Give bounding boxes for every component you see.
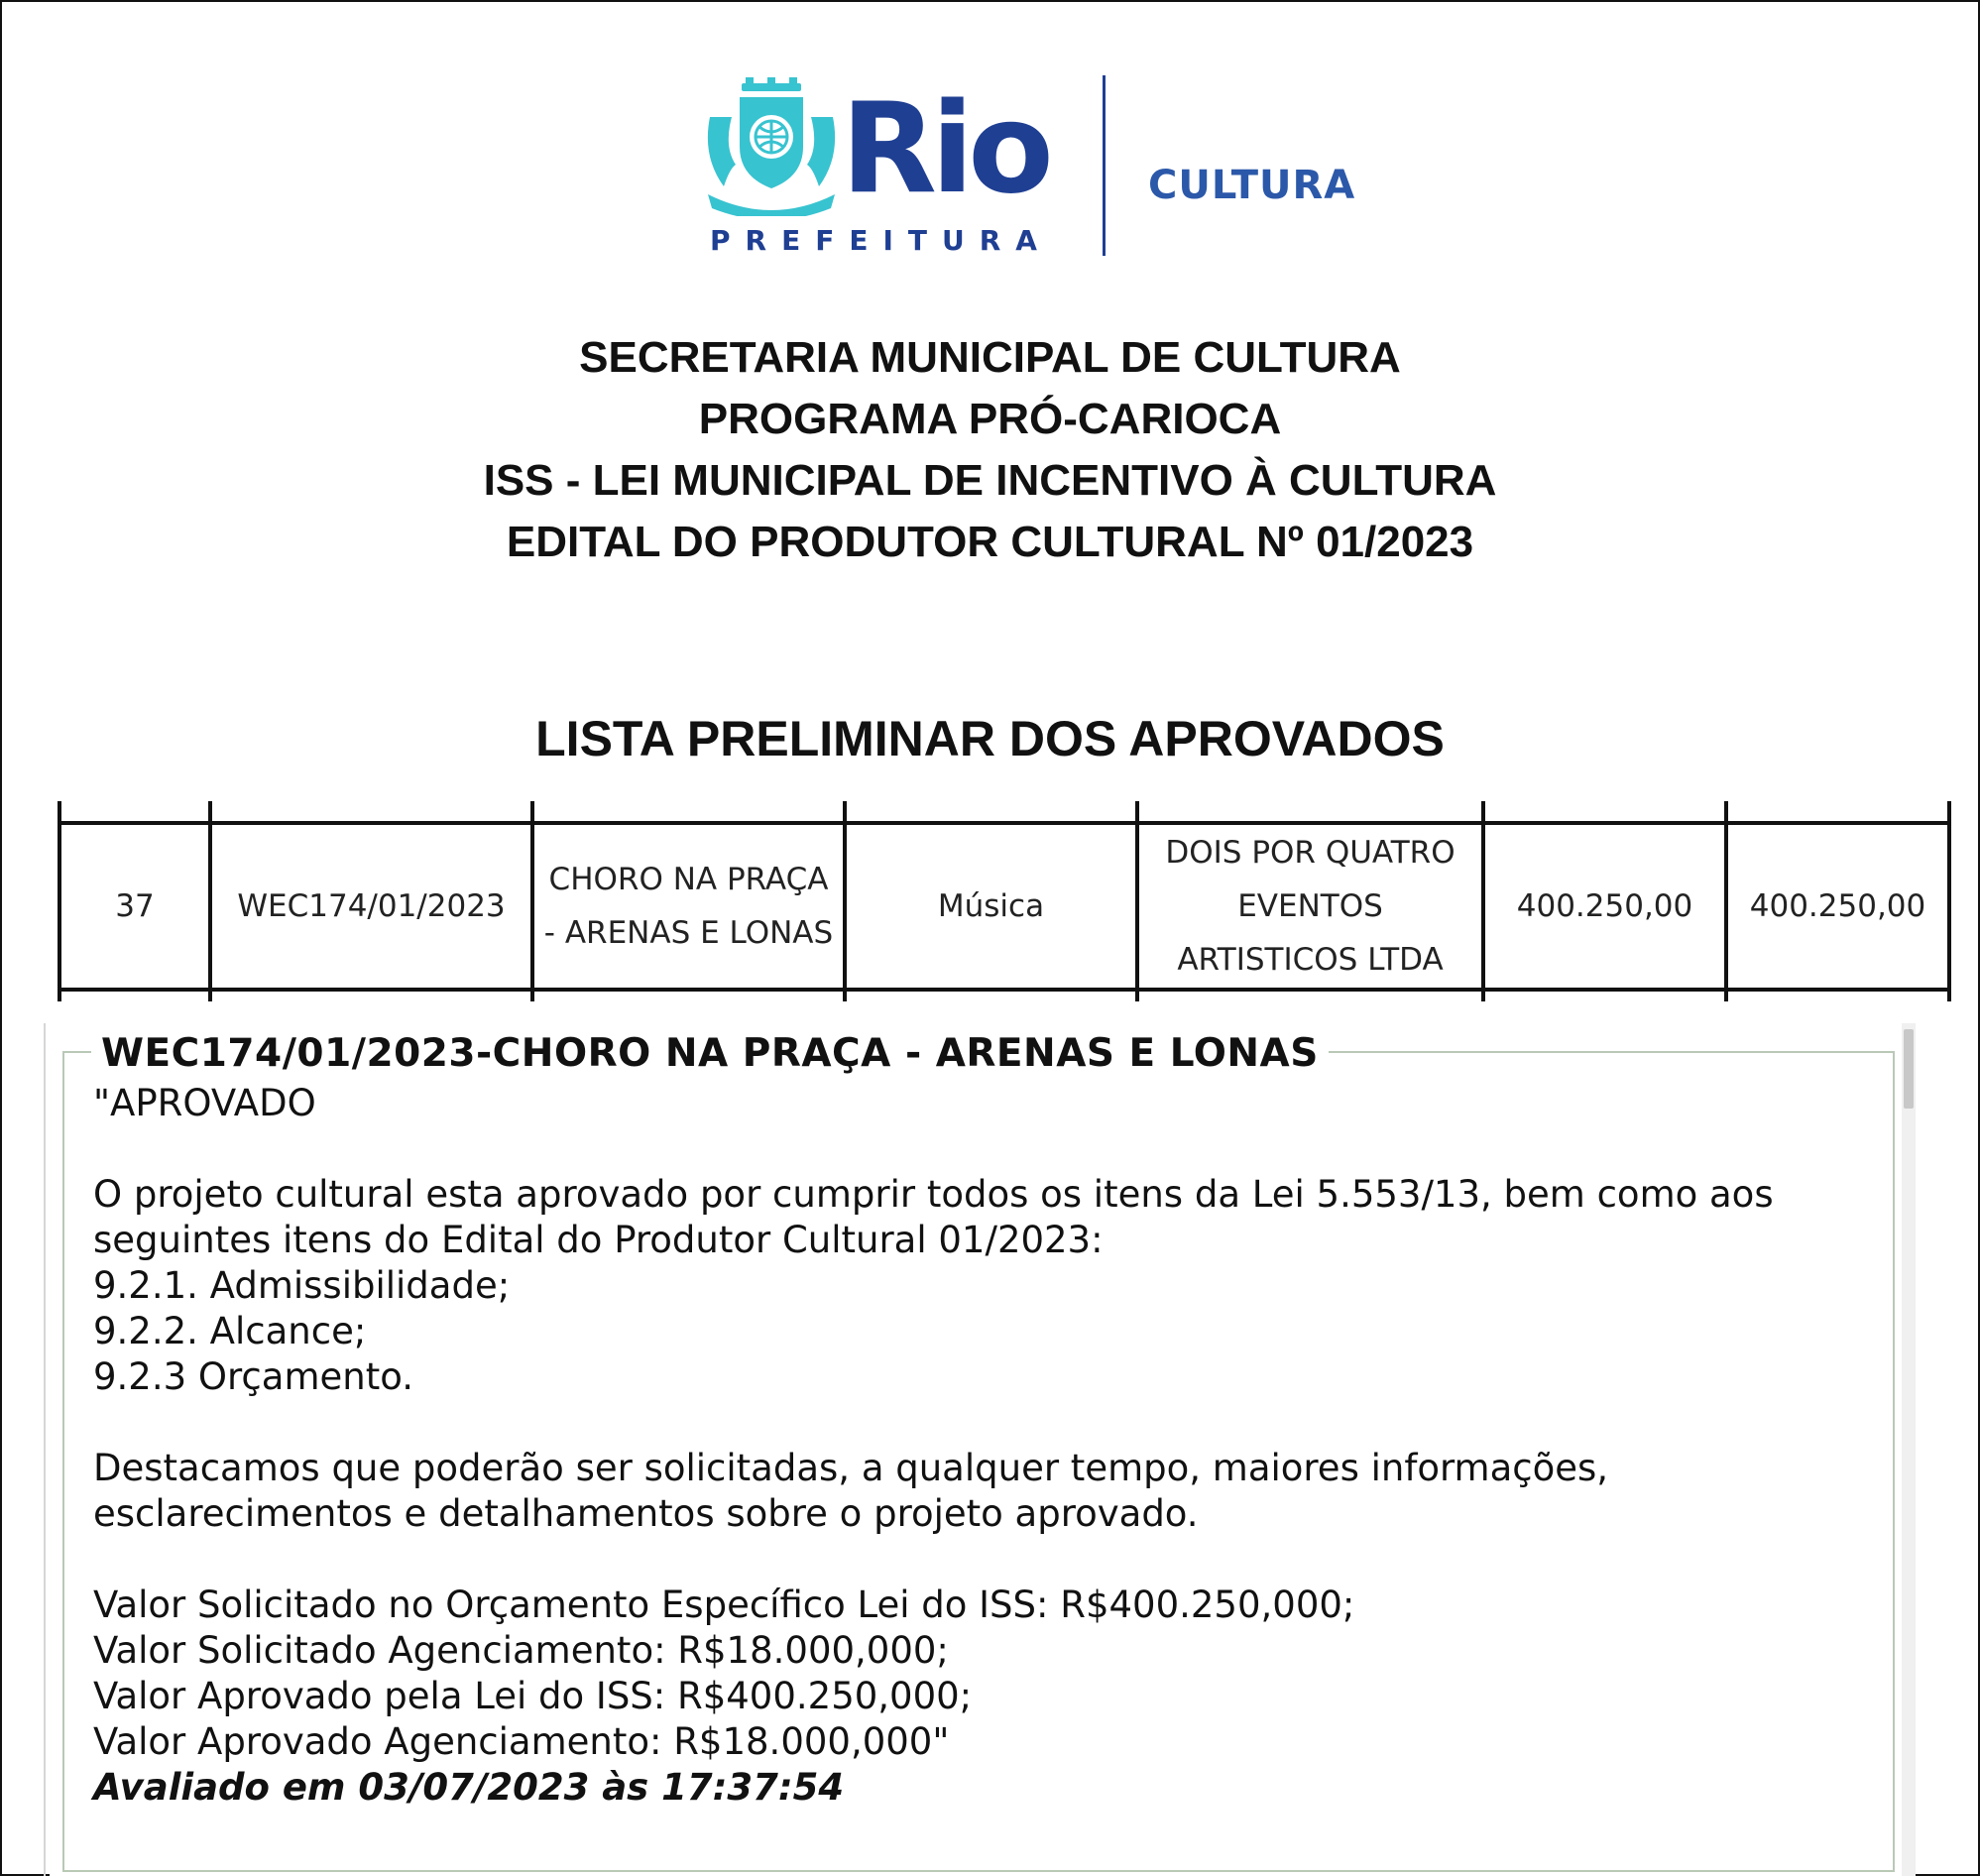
cell-code: WEC174/01/2023: [237, 888, 506, 924]
cell-project-line: - ARENAS E LONAS: [543, 915, 834, 951]
evaluation-text: [93, 1081, 1878, 1811]
scrollbar-thumb[interactable]: [1904, 1029, 1914, 1109]
city-crest-icon: [702, 77, 841, 216]
evaluation-legend: WEC174/01/2023-CHORO NA PRAÇA - ARENAS E LONAS: [91, 1029, 1329, 1079]
logo-department: CULTURA: [1148, 163, 1356, 208]
document-header: [0, 327, 1980, 573]
cell-project-line: CHORO NA PRAÇA: [548, 862, 829, 897]
panel-left-edge: [44, 1023, 46, 1876]
list-title: LISTA PRELIMINAR DOS APROVADOS: [535, 711, 1445, 766]
header-line-secretaria: SECRETARIA MUNICIPAL DE CULTURA: [579, 333, 1401, 382]
panel-scrollbar[interactable]: [1902, 1023, 1916, 1876]
evaluation-value: Valor Aprovado Agenciamento: R$18.000,000": [93, 1720, 950, 1763]
evaluation-item: 9.2.3 Orçamento.: [93, 1355, 413, 1398]
evaluation-value: Valor Solicitado no Orçamento Específico Lei do ISS: R$400.250,000;: [93, 1583, 1355, 1626]
evaluation-line: esclarecimentos e detalhamentos sobre o projeto aprovado.: [93, 1492, 1199, 1535]
evaluation-panel: [50, 1023, 1904, 1876]
prefeitura-rio-cultura-logo: [694, 69, 1388, 268]
cell-value-approved: 400.250,00: [1749, 888, 1926, 924]
evaluation-line: O projeto cultural esta aprovado por cumprir todos os itens da Lei 5.553/13, bem como aos: [93, 1173, 1774, 1216]
header-line-edital: EDITAL DO PRODUTOR CULTURAL Nº 01/2023: [506, 518, 1474, 566]
cell-area: Música: [937, 888, 1045, 924]
logo-divider: [1103, 75, 1106, 256]
cell-value-requested: 400.250,00: [1516, 888, 1693, 924]
evaluation-value: Valor Aprovado pela Lei do ISS: R$400.250,000;: [93, 1675, 973, 1717]
cell-project: [534, 825, 843, 988]
header-line-programa: PROGRAMA PRÓ-CARIOCA: [698, 395, 1282, 443]
evaluation-timestamp: Avaliado em 03/07/2023 às 17:37:54: [93, 1766, 845, 1809]
evaluation-line: seguintes itens do Edital do Produtor Cultural 01/2023:: [93, 1219, 1104, 1261]
cell-proponent-line: DOIS POR QUATRO: [1165, 835, 1456, 871]
evaluation-item: 9.2.1. Admissibilidade;: [93, 1264, 511, 1307]
evaluation-line: Destacamos que poderão ser solicitadas, a qualquer tempo, maiores informações,: [93, 1447, 1609, 1489]
logo-brand: Rio: [841, 75, 1048, 221]
logo-subtitle: PREFEITURA: [710, 224, 1052, 257]
evaluation-status: "APROVADO: [93, 1082, 316, 1124]
cell-proponent-line: ARTISTICOS LTDA: [1177, 942, 1444, 978]
header-line-lei: ISS - LEI MUNICIPAL DE INCENTIVO À CULTURA: [483, 456, 1497, 505]
evaluation-value: Valor Solicitado Agenciamento: R$18.000,000;: [93, 1629, 949, 1672]
cell-proponent-line: EVENTOS: [1237, 888, 1383, 924]
cell-number: 37: [115, 888, 155, 924]
evaluation-item: 9.2.2. Alcance;: [93, 1310, 367, 1352]
cell-proponent: [1139, 825, 1481, 988]
